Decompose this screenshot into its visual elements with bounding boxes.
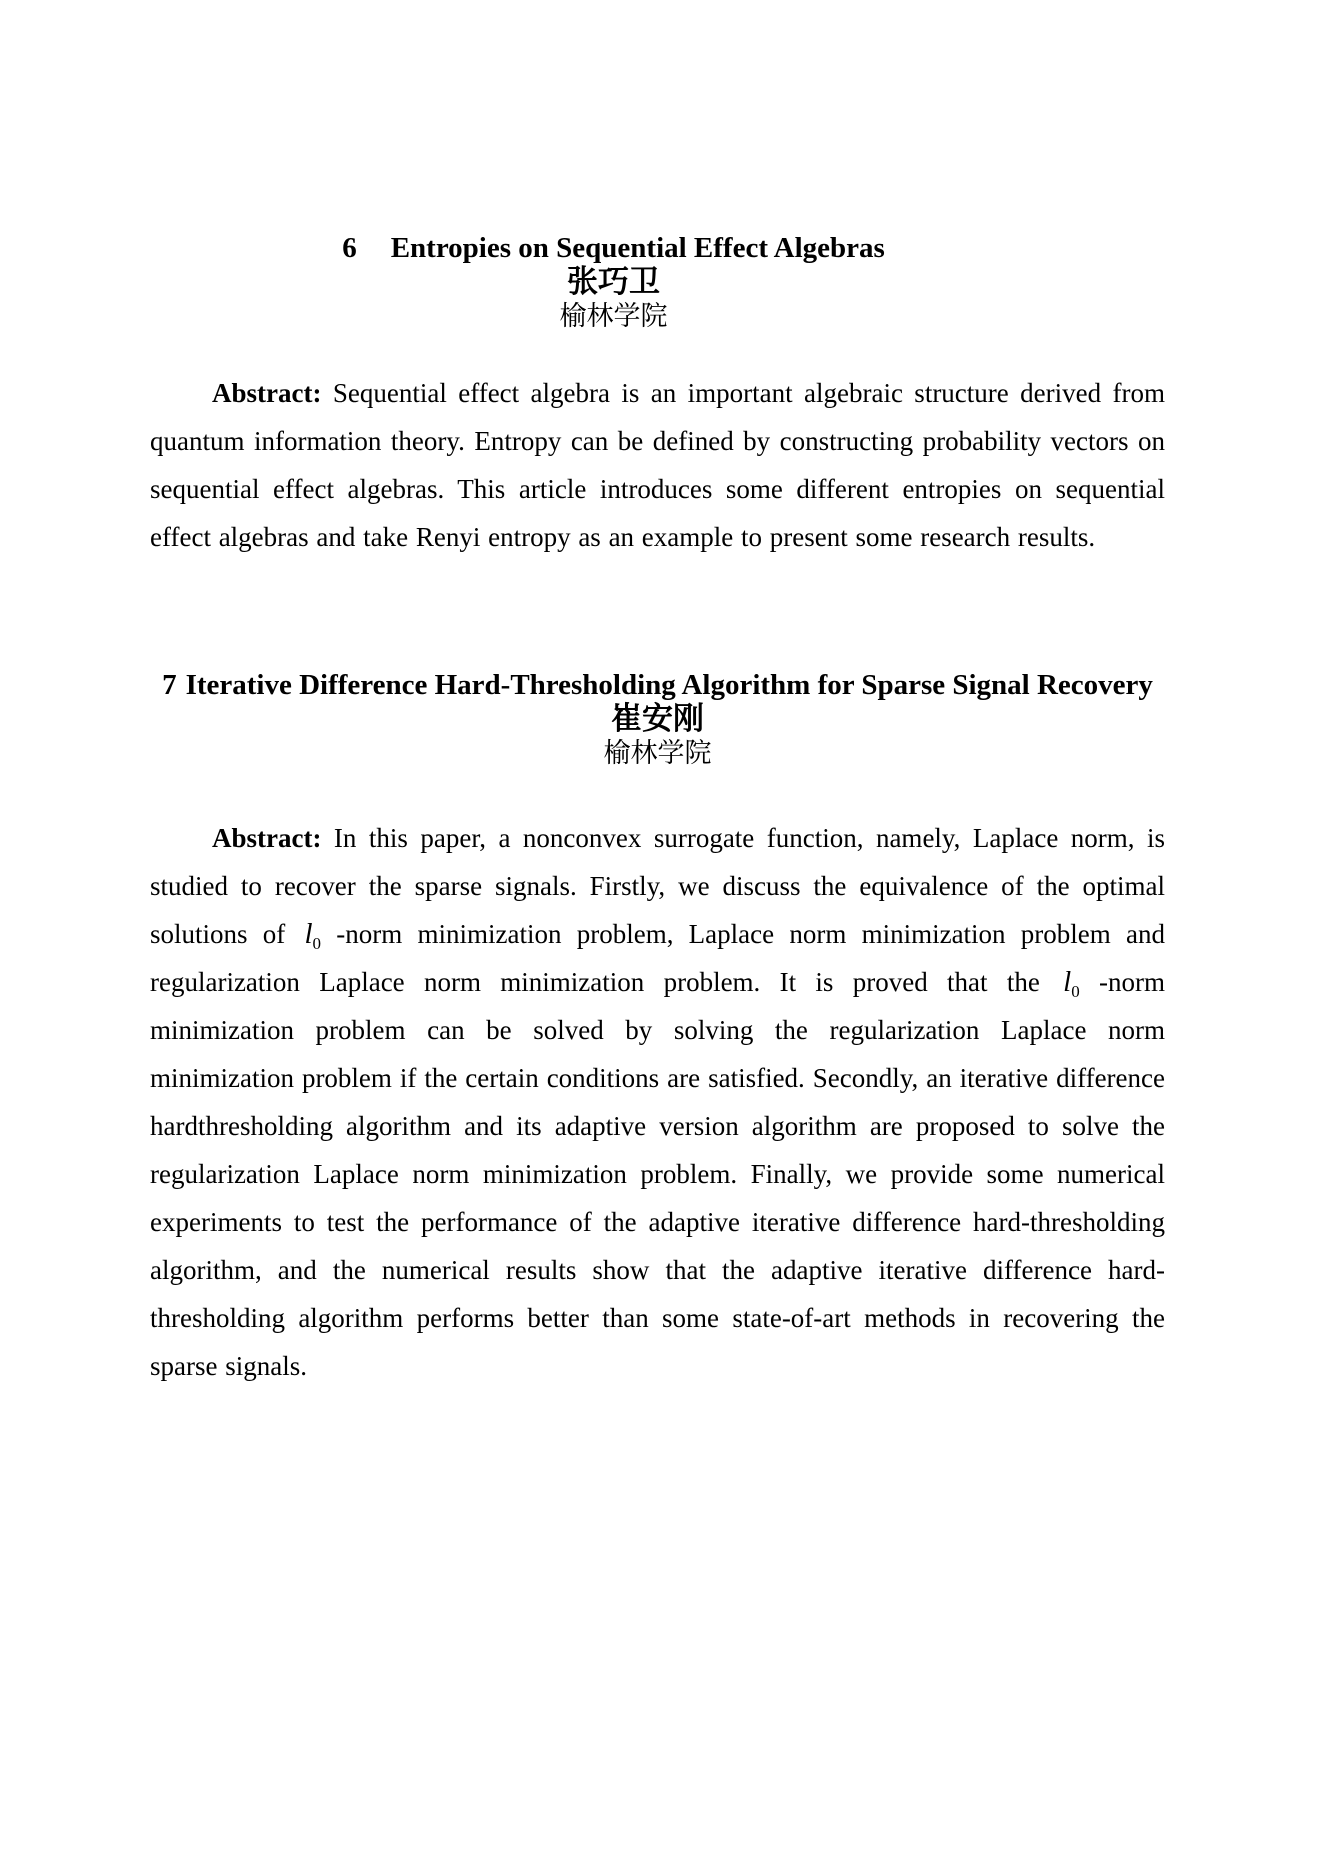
- author-name: 张巧卫: [567, 264, 660, 299]
- section-title: [150, 668, 1165, 702]
- author-name: 崔安刚: [611, 701, 704, 736]
- section-heading: [150, 668, 1165, 770]
- affiliation: 榆林学院: [603, 738, 712, 768]
- section-7: [150, 668, 1165, 1390]
- section-6: [150, 231, 1165, 561]
- section-number: 7: [162, 669, 177, 701]
- abstract-paragraph: Abstract: In this paper, a nonconvex surrogate function, namely, Laplace norm, is studied to recover the sparse signals. Firstly, we discuss the equivalence of the optimal solutions of $l_0$ -norm minimization problem, Laplace norm minimization problem and regularization Laplace norm minimization problem. It is proved that the $l_0$ -norm minimization problem can be solved by solving the regularization Laplace norm minimization problem if the certain conditions are satisfied. Secondly, an iterative difference hardthresholding algorithm and its adaptive version algorithm are proposed to solve the regularization Laplace norm minimization problem. Finally, we provide some numerical experiments to test the performance of the adaptive iterative difference hard-thresholding algorithm, and the numerical results show that the adaptive iterative difference hard-thresholding algorithm performs better than some state-of-art methods in recovering the sparse signals.: [150, 823, 1165, 1381]
- section-title-text: Iterative Difference Hard-Thresholding Algorithm for Sparse Signal Recovery: [185, 669, 1153, 701]
- affiliation: 榆林学院: [559, 301, 668, 331]
- abstract-paragraph: Abstract: Sequential effect algebra is an important algebraic structure derived from quantum information theory. Entropy can be defined by constructing probability vectors on sequential effect algebras. This article introduces some different entropies on sequential effect algebras and take Renyi entropy as an example to present some research results.: [150, 378, 1165, 552]
- section-heading: [150, 231, 1077, 333]
- section-title: [150, 231, 1077, 265]
- section-number: 6: [342, 232, 357, 264]
- section-title-text: Entropies on Sequential Effect Algebras: [390, 232, 885, 264]
